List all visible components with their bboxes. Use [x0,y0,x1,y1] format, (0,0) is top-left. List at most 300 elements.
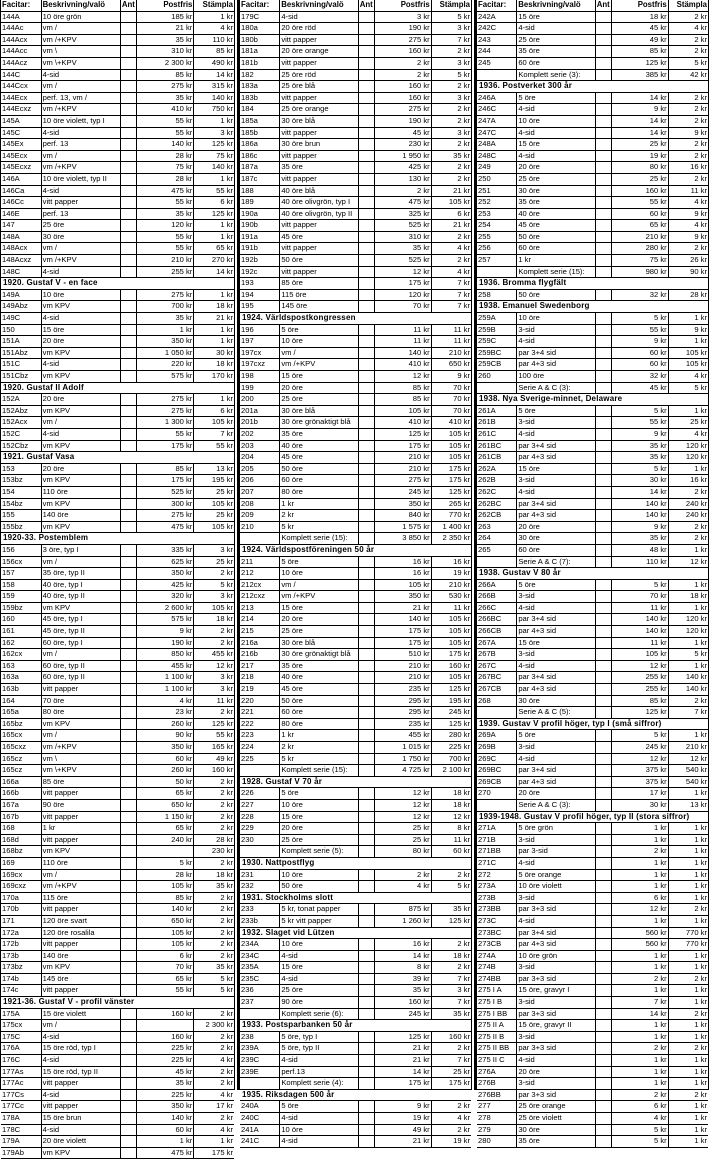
price-stampla: 9 kr [694,208,707,218]
price-stampla: 1 kr [220,394,233,404]
price-stampla: 2 kr [457,939,470,949]
stamp-row [477,1078,708,1090]
price-stampla: 120 kr [685,626,707,636]
stamp-row [1,765,234,777]
quantity [121,255,137,266]
stamp-row [477,765,708,777]
price-stampla: 2 kr [220,811,233,821]
price-stampla: 7 kr [457,973,470,983]
price-postfris: 12 kr [375,788,432,799]
price-postfris: 4 kr [137,696,195,707]
stamp-row [477,35,708,47]
price-postfris: 1 kr [612,1032,669,1043]
price-stampla: 770 kr [685,927,707,937]
stamp-row [240,754,471,766]
facit-number: 165a [1,707,42,718]
section-title: 1920. Gustaf II Adolf [3,382,84,392]
stamp-row [1,974,234,986]
quantity [121,35,137,46]
facit-number: 148Acxz [1,255,42,266]
price-stampla: 1 kr [694,892,707,902]
facit-number: 215 [240,626,280,637]
quantity [121,788,137,799]
price-stampla: 60 kr [453,846,470,856]
facit-number: 213 [240,603,280,614]
price-stampla: 12 kr [690,556,707,566]
price-postfris: 21 kr [375,603,432,614]
description: 40 öre olivgrön, typ I [280,197,359,208]
price-stampla: 2 kr [457,869,470,879]
price-postfris: 140 kr [137,139,195,150]
quantity [121,232,137,243]
stamp-row [477,904,708,916]
quantity [121,1148,137,1159]
description: 30 öre [42,232,121,243]
facit-number: 264 [477,533,517,544]
facit-number [477,70,517,81]
price-stampla: 140 kr [211,92,233,102]
quantity [596,139,612,150]
facit-number: 163 [1,661,42,672]
description: 3-sid [517,1032,596,1043]
quantity [359,568,375,579]
price-stampla: 16 kr [690,475,707,485]
stamp-row [1,232,234,244]
price-postfris: 110 kr [612,557,669,568]
facit-number: 151C [1,359,42,370]
quantity [359,707,375,718]
stamp-row [1,255,234,267]
price-stampla: 175 kr [448,649,470,659]
price-stampla: 2 kr [220,1008,233,1018]
price-stampla: 18 kr [216,869,233,879]
facit-number: 163a [1,672,42,683]
price-stampla: 1 kr [694,962,707,972]
stamp-row [477,104,708,116]
facit-number: 234C [240,951,280,962]
description: vitt papper [280,128,359,139]
price-stampla: 175 kr [448,1078,470,1088]
price-stampla: 1 kr [694,869,707,879]
quantity [121,684,137,695]
quantity [596,359,612,370]
facit-number: 159 [1,591,42,602]
description: 20 öre [42,464,121,475]
stamp-row [1,742,234,754]
stamp-row [477,522,708,534]
facit-number: 177Ac [1,1078,42,1089]
description: 90 öre [42,800,121,811]
description: Komplett serie (3): [517,70,596,81]
quantity [121,313,137,324]
stamp-row [1,220,234,232]
section-heading [477,568,708,580]
price-postfris: 55 kr [137,429,195,440]
price-stampla: 1 kr [220,1136,233,1146]
description: vitt papper [42,197,121,208]
stamp-row [477,313,708,325]
facit-number: 153bz [1,475,42,486]
facit-number: 269B [477,742,517,753]
quantity [596,557,612,568]
price-stampla: 280 kr [448,730,470,740]
price-postfris: 140 kr [612,626,669,637]
description: 60 öre [517,243,596,254]
facit-number: 236 [240,985,280,996]
stamp-row [240,557,471,569]
facit-number: 235A [240,962,280,973]
facit-number: 266A [477,580,517,591]
quantity [596,638,612,649]
quantity [596,1032,612,1043]
price-postfris: 275 kr [137,510,195,521]
description: 20 öre orange [280,46,359,57]
price-postfris: 475 kr [137,522,195,533]
price-stampla: 1 kr [694,950,707,960]
price-postfris: 375 kr [612,765,669,776]
quantity [596,104,612,115]
quantity [359,197,375,208]
price-postfris: 2 kr [375,870,432,881]
facit-number: 154bz [1,499,42,510]
quantity [121,417,137,428]
description: par 4+3 sid [517,684,596,695]
facit-number: 251 [477,186,517,197]
price-stampla: 1 kr [694,1055,707,1065]
description: 10 öre [280,568,359,579]
description: Komplett serie (15): [280,765,359,776]
stamp-row [1,858,234,870]
description: vitt papper [42,904,121,915]
price-stampla: 240 kr [685,510,707,520]
facit-number: 260 [477,371,517,382]
price-postfris: 210 kr [375,464,432,475]
quantity [596,649,612,660]
price-postfris: 49 kr [375,1125,432,1136]
price-postfris: 55 kr [612,197,669,208]
quantity [596,429,612,440]
price-stampla: 1 kr [694,405,707,415]
price-stampla: 26 kr [690,255,707,265]
price-stampla: 650 kr [448,359,470,369]
price-postfris [137,846,195,857]
price-stampla: 1 kr [694,1031,707,1041]
description: 45 öre, typ II [42,626,121,637]
quantity [359,406,375,417]
price-stampla: 2 kr [694,904,707,914]
description: 5 öre [280,1101,359,1112]
price-postfris: 300 kr [137,499,195,510]
price-postfris: 2 300 kr [137,58,195,69]
section-title: 1935. Riksdagen 500 år [242,1089,335,1099]
price-stampla: 175 kr [448,463,470,473]
quantity [359,719,375,730]
description: 4-sid [517,429,596,440]
facit-number: 152Cbz [1,441,42,452]
quantity [596,116,612,127]
facit-number: 190a [240,209,280,220]
price-stampla: 9 kr [457,371,470,380]
stamp-row [240,962,471,974]
stamp-row [1,580,234,592]
quantity [359,522,375,533]
facit-number [240,1009,280,1020]
facit-number: 273CB [477,939,517,950]
quantity [596,916,612,927]
stamp-row [240,985,471,997]
price-stampla: 225 kr [448,742,470,751]
facit-number: 204 [240,452,280,463]
price-postfris: 11 kr [375,336,432,347]
stamp-row [1,800,234,812]
price-postfris: 275 kr [137,394,195,405]
quantity [121,1009,137,1020]
description: 5 öre [517,730,596,741]
stamp-row [1,788,234,800]
stamp-row [477,754,708,766]
stamp-row [1,626,234,638]
quantity [121,290,137,301]
price-postfris: 510 kr [375,649,432,660]
description: 35 öre [517,1136,596,1147]
price-postfris: 140 kr [137,1113,195,1124]
stamp-row [240,104,471,116]
description: 10 öre [517,116,596,127]
price-postfris: 190 kr [375,23,432,34]
header-stampla: Stämpla [202,0,234,9]
price-stampla: 18 kr [453,950,470,960]
column-header-row [240,0,471,12]
facit-number: 221 [240,707,280,718]
facit-number: 253 [477,209,517,220]
description: 1 kr [517,255,596,266]
quantity [596,487,612,498]
header-antal: Ant [596,0,610,9]
stamp-row [240,220,471,232]
stamp-row [240,812,471,824]
section-heading [240,858,471,870]
stamp-row [240,603,471,615]
quantity [121,301,137,312]
quantity [121,742,137,753]
price-stampla: 530 kr [448,591,470,601]
facit-number: 200 [240,394,280,405]
price-postfris: 12 kr [375,371,432,382]
facit-number: 226 [240,788,280,799]
stamp-row [240,406,471,418]
description: 30 öre [517,696,596,707]
description: vm KPV [42,962,121,973]
price-stampla: 125 kr [448,486,470,496]
quantity [359,1078,375,1089]
description: 4-sid [42,429,121,440]
price-stampla: 70 kr [453,394,470,404]
quantity [359,1009,375,1020]
price-stampla: 490 kr [211,57,233,67]
quantity [596,835,612,846]
price-stampla: 770 kr [448,510,470,520]
stamp-row [240,35,471,47]
facit-number: 278 [477,1113,517,1124]
header-antal: Ant [121,0,135,9]
stamp-row [477,325,708,337]
description: 4-sid [517,104,596,115]
description: 110 öre [42,858,121,869]
description: 140 öre [42,951,121,962]
facit-number: 267B [477,649,517,660]
description: vm / [42,151,121,162]
price-postfris: 35 kr [612,533,669,544]
facit-number: 209 [240,510,280,521]
description: vm KPV [42,522,121,533]
facit-number: 269CB [477,777,517,788]
price-postfris: 175 kr [375,638,432,649]
quantity [121,1020,137,1031]
description: par 3+4 sid [517,614,596,625]
stamp-row [1,290,234,302]
quantity [121,116,137,127]
description: vm / [42,870,121,881]
quantity [359,997,375,1008]
stamp-row [240,232,471,244]
quantity [359,823,375,834]
facit-number: 216b [240,649,280,660]
stamp-row [240,835,471,847]
stamp-row [240,301,471,313]
stamp-row [240,1101,471,1113]
description: vm / [42,417,121,428]
description: 5 öre orange [517,870,596,881]
facit-number: 148A [1,232,42,243]
price-postfris: 60 kr [612,348,669,359]
stamp-row [1,870,234,882]
quantity [596,545,612,556]
price-postfris: 60 kr [137,1125,195,1136]
price-stampla: 2 kr [457,1043,470,1053]
quantity [121,371,137,382]
facit-number: 181a [240,46,280,57]
price-stampla: 4 kr [220,1124,233,1134]
description: 15 öre [42,325,121,336]
price-stampla: 2 kr [694,92,707,102]
price-postfris: 65 kr [137,788,195,799]
stamp-row [240,916,471,928]
stamp-row [1,1020,234,1032]
quantity [121,93,137,104]
price-postfris: 2 kr [375,70,432,81]
facit-number: 261BC [477,441,517,452]
series-total-row [240,1078,471,1090]
quantity [596,348,612,359]
price-stampla: 165 kr [211,742,233,751]
description: 115 öre [280,290,359,301]
price-postfris: 75 kr [137,162,195,173]
section-title: 1924. Världspostkongressen [242,313,356,323]
quantity [596,800,612,811]
price-stampla: 1 kr [694,313,707,323]
price-stampla: 7 kr [457,34,470,44]
facit-number: 232 [240,881,280,892]
quantity [121,1101,137,1112]
price-stampla: 18 kr [216,614,233,624]
price-postfris: 140 kr [137,904,195,915]
quantity [121,1113,137,1124]
description: 90 öre [280,997,359,1008]
price-stampla: 13 kr [216,463,233,473]
price-postfris: 65 kr [612,220,669,231]
stamp-row [1,985,234,997]
description: 5 öre [517,93,596,104]
description: perf. 13 [42,139,121,150]
facit-number: 144Ecx [1,93,42,104]
description: vitt papper [42,939,121,950]
stamp-row [477,974,708,986]
price-postfris: 5 kr [612,730,669,741]
description: 5 öre [280,557,359,568]
price-stampla: 2 kr [220,927,233,937]
stamp-row [1,197,234,209]
price-stampla: 18 kr [453,799,470,809]
facit-number: 175A [1,1009,42,1020]
facit-number: 222 [240,719,280,730]
price-stampla: 5 kr [457,881,470,891]
section-heading [1,278,234,290]
price-postfris: 105 kr [137,928,195,939]
description: vm \ [42,754,121,765]
description: vitt papper [42,684,121,695]
stamp-row [1,1090,234,1102]
stamp-row [240,974,471,986]
description: 10 öre [517,313,596,324]
price-stampla: 2 kr [220,707,233,717]
facit-number: 261CB [477,452,517,463]
price-postfris: 85 kr [137,464,195,475]
price-stampla: 25 kr [216,510,233,520]
price-postfris: 28 kr [137,870,195,881]
price-stampla: 2 kr [220,788,233,798]
facit-number: 145C [1,128,42,139]
price-postfris: 65 kr [137,974,195,985]
stamp-row [477,661,708,673]
quantity [359,128,375,139]
quantity [121,70,137,81]
quantity [121,186,137,197]
description: vitt papper [280,220,359,231]
facit-number: 189 [240,197,280,208]
price-stampla: 770 kr [685,939,707,949]
description: par 3+4 sid [517,672,596,683]
price-stampla: 175 kr [211,1147,233,1157]
stamp-row [240,174,471,186]
quantity [359,174,375,185]
price-postfris: 45 kr [375,128,432,139]
header-facit: Facitar: [477,0,517,11]
quantity [596,209,612,220]
price-stampla: 410 kr [448,417,470,427]
stamp-row [477,429,708,441]
stamp-row [477,46,708,58]
price-postfris: 255 kr [612,672,669,683]
description: vitt papper [42,1078,121,1089]
quantity [359,603,375,614]
stamp-row [240,580,471,592]
quantity [596,475,612,486]
description: vitt papper [42,1101,121,1112]
price-postfris: 160 kr [612,186,669,197]
stamp-row [1,429,234,441]
facit-number: 187c [240,174,280,185]
price-postfris: 5 kr [612,406,669,417]
